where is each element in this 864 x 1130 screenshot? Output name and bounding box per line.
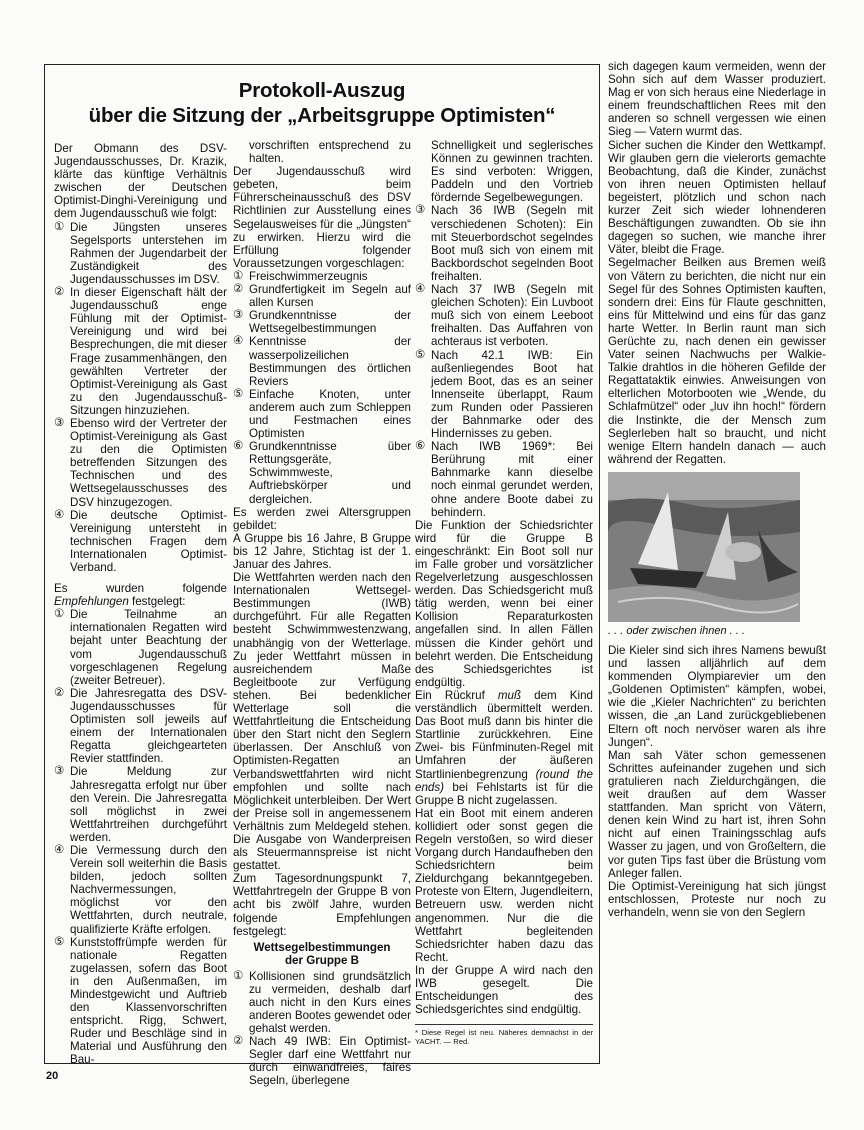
list-item [54, 608, 227, 687]
title-line-1: Protokoll-Auszug [238, 79, 406, 102]
dsv-items-list [54, 221, 227, 575]
list-item-text: Grundkenntnisse über Rettungsgeräte, Schwimmweste, Auftriebskörper und dergleichen. [249, 440, 411, 506]
list-item-text: Ebenso wird der Vertreter der Optimist-Vereinigung als Gast zu den die Optimisten betreffenden Sitzungen des Technischen und des Wettsegelausschusses des DSV hinzugezogen. [70, 416, 227, 509]
list-item [54, 417, 227, 509]
list-item [415, 204, 593, 283]
number-icon: ② [54, 286, 65, 299]
col3-continuation: Schnelligkeit und seglerisches Können zu gewinnen trachten. Es sind verboten: Wriggen, Paddeln und den Vortrieb fördernde Segelbewegungen. [431, 139, 593, 205]
list-item-text: In dieser Eigenschaft hält der Jugendausschuß enge Fühlung mit der Optimist-Vereinigung und wird bei Besprechungen, die mit dieser Frage zusammenhängen, den gewählten Vertreter der Optimist-Vereinigung als Gast zu den Jugendausschuß-Sitzungen hinzuziehen. [70, 286, 227, 417]
list-item-text: Nach 36 IWB (Segeln mit verschiedenen Schoten): Ein mit Steuerbordschot segelndes Boot muß sich von einem mit Backbordschot segelnden Boot freihalten. [431, 204, 593, 283]
list-item-text: Grundfertigkeit im Segeln auf allen Kursen [249, 283, 411, 310]
title-line-2: über die Sitzung der „Arbeitsgruppe Optimisten“ [88, 104, 556, 127]
number-icon: ① [233, 269, 244, 282]
column-4 [608, 60, 826, 1060]
rules-list-cont [415, 204, 593, 518]
list-item [233, 270, 411, 283]
col3-paragraph: Die Funktion der Schiedsrichter wird für die Gruppe B eingeschränkt: Ein Boot soll nur im Falle grober und vorsätzlicher Regelverletzung ausgeschlossen werden. Das Schiedsgericht muß tätig werden, wenn bei einer Kollision Reparaturkosten angefallen sind. In allen Fällen müssen die Kinder gehört und belehrt werden. Die Entscheidung des Schiedsgerichtes ist endgültig. [415, 518, 593, 689]
col3-paragraph: In der Gruppe A wird nach den IWB gesegelt. Die Entscheidungen des Schiedsgerichtes sind endgültig. [415, 963, 593, 1017]
number-icon: ⑥ [415, 440, 426, 453]
recommendations-intro [54, 582, 227, 608]
list-item [233, 970, 411, 1035]
number-icon: ⑤ [233, 387, 244, 400]
number-icon: ③ [233, 309, 244, 322]
sailing-photo [608, 472, 800, 622]
col2-continuation: vorschriften entsprechend zu halten. [249, 139, 411, 166]
col4-paragraph: Sicher suchen die Kinder den Wettkampf. Wir glauben gern die vielerorts gemachte Beobachtung, daß die Kinder, zunächst von ihren neuen Optimisten hellauf begeistert, plötzlich und schon nach kurzer Zeit sich wieder lohnenderen Beschäftigungen zuwandten. Ob sie ihn dagegen so suchen, wie manche ihrer Väter, bleibt die Frage. [608, 138, 826, 257]
col2-paragraph: Der Jugendausschuß wird gebeten, beim Führerscheinausschuß des DSV Richtlinien zur Ausstellung eines Segelausweises für die „Jüngsten“ zu erwirken. Hierzu wird die Erfüllung folgender Voraussetzungen vorgeschlagen: [233, 165, 411, 270]
optimist-boats-image [608, 472, 800, 622]
number-icon: ⑤ [54, 935, 65, 948]
list-item-text: Nach 42.1 IWB: Ein außenliegendes Boot hat jedem Boot, das es an seiner Innenseite überlappt, Raum zum Runden oder Passieren der Bahnmarke oder des Hindernisses zu geben. [431, 348, 593, 441]
emphasis-text: muß [497, 688, 522, 702]
number-icon: ③ [415, 204, 426, 217]
list-item [54, 286, 227, 417]
list-item [233, 283, 411, 309]
number-icon: ② [233, 1035, 244, 1048]
col2-paragraph: Die Wettfahrten werden nach den Internationalen Wettsegel-Bestimmungen (IWB) durchgeführt. Für alle Regatten besteht Schwimmwestenzwang, unabhängig von der Wetterlage. Zu jeder Wettfahrt müssen in ausreichendem Maße Begleitboote zur Verfügung stehen. Bei bedenklicher Wetterlage soll die Wettfahrtleitung die Entscheidung über den Start nicht den Seglern überlassen. Der Anschluß von Optimisten-Regatten an Verbandswettfahrten wird nicht empfohlen und sollte nach Möglichkeit unterbleiben. Der Wert der Preise soll in angemessenem Verhältnis zum Meldegeld stehen. Die Ausgabe von Wanderpreisen als Steuermannspreise ist nicht gestattet. [233, 571, 411, 873]
text-span: Es wurden folgende [54, 582, 227, 596]
col3-paragraph [415, 689, 593, 807]
list-item-text: Nach 49 IWB: Ein Optimist-Segler darf eine Wettfahrt nur durch einwandfreies, faires Segeln, überlegene [249, 1035, 411, 1088]
col4-paragraph: sich dagegen kaum vermeiden, wenn der Sohn sich auf dem Wasser produziert. Mag er von sich heraus eine Niederlage in einem freundschaftlichen Rees mit den anderen so schnell vergessen wie einen Sieg — Vatern wurmt das. [608, 60, 826, 139]
list-item [233, 309, 411, 335]
subheading-line-1: Wettsegelbestimmungen [253, 940, 391, 954]
list-item [233, 335, 411, 387]
list-item [54, 509, 227, 574]
col2-paragraph: Es werden zwei Altersgruppen gebildet: [233, 505, 411, 532]
number-icon: ⑥ [233, 440, 244, 453]
list-item-text: Nach IWB 1969*: Bei Berührung mit einer Bahnmarke kann dieselbe noch einmal gerundet werden, ohne andere Boote dabei zu behindern. [431, 440, 593, 519]
list-item [415, 440, 593, 519]
number-icon: ② [233, 283, 244, 296]
article-title [44, 78, 600, 128]
list-item-text: Kenntnisse der wasserpolizeilichen Bestimmungen des örtlichen Reviers [249, 335, 411, 388]
page-number: 20 [46, 1070, 59, 1082]
list-item-text: Kollisionen sind grundsätzlich zu vermeiden, deshalb darf auch nicht in den Kurs eines anderen Bootes gewendet oder gehalst werden. [249, 969, 411, 1036]
emphasis-text: (round the ends) [415, 767, 593, 794]
col4-paragraph: Man sah Väter schon gemessenen Schrittes aufeinander zugehen und sich gratulieren nach Zieldurchgängen, die weit draußen auf dem Wasser stattfanden. Man spricht von Vätern, denen kein Wind zu hart ist, ihren Sohn nicht auf einen Trainingsschlag aufs Wasser zu jagen, und von Großeltern, die vor guten Tips fast über die Brüstung vom Anleger fallen. [608, 748, 826, 880]
number-icon: ① [233, 969, 244, 982]
recommendations-list [54, 608, 227, 1066]
number-icon: ① [54, 220, 65, 233]
number-icon: ④ [54, 843, 65, 856]
col1-intro: Der Obmann des DSV-Jugendausschusses, Dr. Krazik, klärte das künftige Verhältnis zwischen der Deutschen Optimist-Dinghi-Vereinigung und dem Jugendausschuß wie folgt: [54, 142, 227, 221]
column-1 [54, 142, 227, 1067]
list-item-text: Nach 37 IWB (Segeln mit gleichen Schoten): Ein Luvboot muß sich von einem Leeboot freihalten. Das Auffahren von achteraus ist verboten. [431, 283, 593, 349]
list-item [415, 349, 593, 441]
column-2 [233, 139, 411, 1088]
photo-caption: . . . oder zwischen ihnen . . . [608, 624, 745, 637]
number-icon: ⑤ [415, 348, 426, 361]
list-item-text: Freischwimmerzeugnis [249, 269, 368, 283]
list-item [233, 388, 411, 440]
list-item-text: Einfache Knoten, unter anderem auch zum Schleppen und Festmachen eines Optimisten [249, 387, 411, 441]
number-icon: ④ [54, 508, 65, 521]
list-item-text: Die Meldung zur Jahresregatta erfolgt nur über den Verein. Die Jahresregatta soll möglichst in zwei Wettfahrtreihen durchgeführt werden. [70, 765, 227, 844]
subheading-line-2: der Gruppe B [284, 954, 360, 968]
list-item-text: Die deutsche Optimist-Vereinigung untersteht in technischen Fragen dem Internationalen Optimist-Verband. [70, 508, 227, 574]
list-item [54, 844, 227, 936]
number-icon: ③ [54, 416, 65, 429]
col3-paragraph: Hat ein Boot mit einem anderen kollidiert oder sonst gegen die Regeln verstoßen, so wird dieser Vorgang durch Handaufheben den Schiedsrichtern beim Zieldurchgang bekanntgegeben. Proteste von Eltern, Jugendleitern, Betreuern usw. werden nicht angenommen. Nur die die Wettfahrt begleitenden Schiedsrichter haben dazu das Recht. [415, 806, 593, 964]
list-item [233, 1035, 411, 1087]
col2-paragraph: Zum Tagesordnungspunkt 7, Wettfahrtregeln der Gruppe B von acht bis zwölf Jahre, wurden folgende Empfehlungen festgelegt: [233, 872, 411, 938]
list-item [415, 283, 593, 348]
list-item-text: Die Jahresregatta des DSV-Jugendausschusses für Optimisten soll jeweils auf einem der Internationalen Regatta gleichgearteten Revier stattfinden. [70, 686, 227, 766]
footnote: * Diese Regel ist neu. Näheres demnächst in der YACHT. — Red. [415, 1024, 593, 1046]
text-span: Ein Rückruf [415, 688, 498, 702]
rules-list [233, 970, 411, 1088]
requirements-list [233, 270, 411, 506]
list-item [54, 687, 227, 766]
list-item-text: Grundkenntnisse der Wettsegelbestimmungen [249, 309, 411, 336]
emphasis-text: Empfehlungen [54, 595, 129, 609]
list-item-text: Die Jüngsten unseres Segelsports unterstehen im Rahmen der Jugendarbeit der Zuständigkeit des Jugendausschusses im DSV. [70, 220, 227, 286]
number-icon: ② [54, 686, 65, 699]
column-3 [415, 139, 593, 1054]
number-icon: ③ [54, 765, 65, 778]
list-item-text: Die Vermessung durch den Verein soll weiterhin die Basis bilden, jedoch sollten Nachvermessungen, möglichst vor den Wettfahrten, durch neutrale, qualifizierte Kräfte erfolgen. [70, 843, 227, 936]
col4-paragraph: Die Optimist-Vereinigung hat sich jüngst entschlossen, Proteste nur noch zu verhandeln, wenn sie von den Seglern [608, 879, 826, 919]
list-item [54, 936, 227, 1067]
list-item [54, 765, 227, 844]
number-icon: ① [54, 608, 65, 621]
number-icon: ④ [233, 335, 244, 348]
text-span: dem Kind verständlich übermittelt werden. Das Boot muß dann bis hinter die Startlinie zurückkehren. Eine Zwei- bis Fünfminuten-Regel mit Umfahren der äußeren Startlinienbegrenzung [415, 688, 593, 781]
list-item-text: Kunststoffrümpfe werden für nationale Regatten zugelassen, sofern das Boot in den Außenmaßen, im Mindestgewicht und Auftrieb den Klassenvorschriften entspricht. Rigg, Schwert, Ruder und Beschläge sind in Material und Ausführung den Bau- [70, 935, 227, 1067]
list-item-text: Die Teilnahme an internationalen Regatten wird bejaht unter Beachtung der vom Jugendausschuß vorgeschlagenen Regelung (zweiter Betreuer). [70, 608, 227, 687]
text-span: festgelegt: [128, 595, 186, 609]
section-subheading [233, 941, 411, 968]
text-span: bei Fehlstarts ist für die Gruppe B nicht zugelassen. [415, 780, 593, 807]
col4-paragraph: Die Kieler sind sich ihres Namens bewußt und lassen alljährlich auf dem kommenden Olympiarevier um den „Goldenen Optimisten“ kämpfen, wobei, wie die „Kieler Nachrichten“ zu berichten wissen, die „an Land zurückgebliebenen Eltern oft noch nervöser waren als ihre Jungen“. [608, 644, 826, 749]
number-icon: ④ [415, 283, 426, 296]
col2-paragraph: A Gruppe bis 16 Jahre, B Gruppe bis 12 Jahre, Stichtag ist der 1. Januar des Jahres. [233, 531, 411, 571]
list-item [54, 221, 227, 286]
list-item [233, 440, 411, 505]
col4-paragraph: Segelmacher Beilken aus Bremen weiß von Vätern zu berichten, die nicht nur ein Segel für des Sohnes Optimisten kauften, sondern drei: Eins für Flaute geschnitten, eins für Mittelwind und eins für das ganz harte Wetter. In Berlin raunt man sich Gerüchte zu, nach denen ein gewisser Vater seinen Nachwuchs per Walkie-Talkie drahtlos in die höheren Gefilde der Regattataktik einwies. Anweisungen von elterlichen Motorbooten wie „Wende, du Schlafmützel“ oder „luv ihn hoch!“ fördern die Instinkte, die der Mensch zum Seglerleben halt so braucht, und nicht wenige Eltern handeln danach — auch während der Regatten. [608, 256, 826, 466]
